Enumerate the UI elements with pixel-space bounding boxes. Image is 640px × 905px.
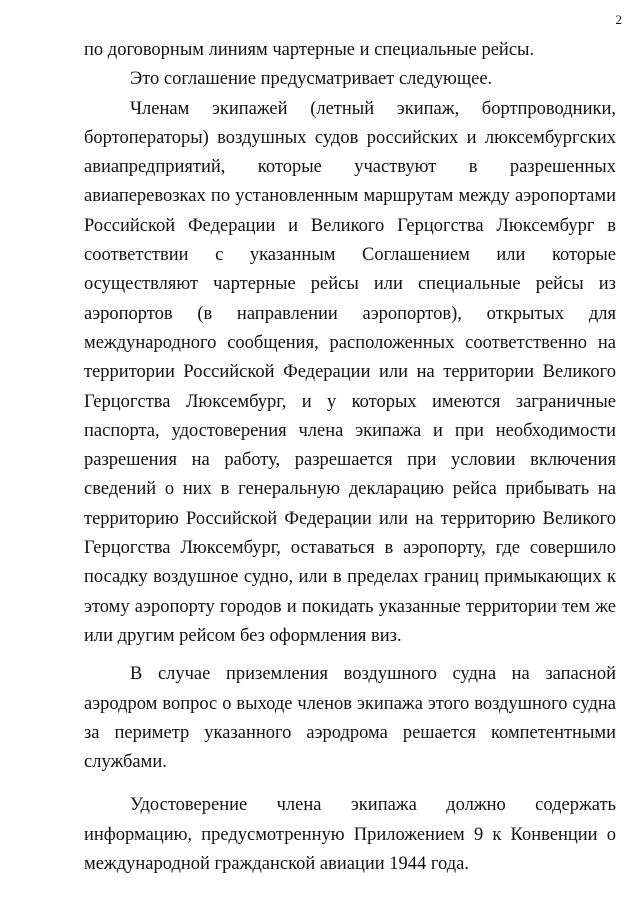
paragraph-agreement-intro: Это соглашение предусматривает следующее. (130, 69, 493, 90)
paragraph-crew-entry-rules: Членам экипажей (летный экипаж, бортпроводники, бортоператоры) воздушных судов российских и люксембургских авиапредприятий, которые участвуют в разрешенных авиаперевозках по установленным маршрутам между аэропортами Российской Федерации и Великого Герцогства Люксембург в соответствии с указанным Соглашением или которые осуществляют чартерные рейсы или специальные рейсы из аэропортов (в направлении аэропортов), открытых для международного сообщения, расположенных соответственно на территории Российской Федерации или на территории Великого Герцогства Люксембург, и у которых имеются заграничные паспорта, удостоверения члена экипажа и при необходимости разрешения на работу, разрешается при условии включения сведений о них в генеральную декларацию рейса прибывать на территорию Российской Федерации или на территорию Великого Герцогства Люксембург, оставаться в аэропорту, где совершило посадку воздушное судно, или в пределах границ примыкающих к этому аэропорту городов и покидать указанные территории тем же или другим рейсом без оформления виз. (84, 98, 616, 646)
page-number: 2 (615, 12, 622, 27)
document-body (84, 36, 616, 879)
paragraph-alternate-aerodrome: В случае приземления воздушного судна на запасной аэродром вопрос о выходе членов экипажа этого воздушного судна за периметр указанного аэродрома решается компетентными службами. (84, 664, 616, 773)
paragraph-crew-certificate: Удостоверение члена экипажа должно содержать информацию, предусмотренную Приложением 9 к Конвенции о международной гражданской авиации 1944 года. (84, 795, 616, 875)
paragraph-continuation: по договорным линиям чартерные и специальные рейсы. (84, 40, 535, 60)
